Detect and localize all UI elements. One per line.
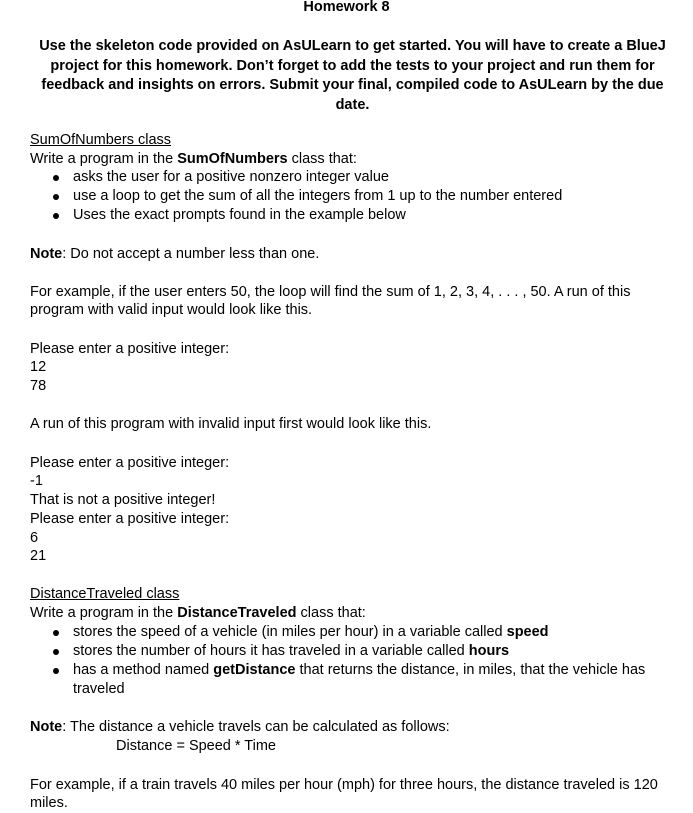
distance-note-text: : The distance a vehicle travels can be calculated as follows: [62,719,450,735]
sum-note-label: Note [30,246,63,262]
invalid-run-intro: A run of this program with invalid input first would look like this. [30,416,432,432]
distance-bullet-3-prefix: has a method named [73,662,214,678]
distance-lead-prefix: Write a program in the [30,605,178,621]
invalid-run-line: -1 [30,473,43,489]
sum-lead-suffix: class that: [287,151,357,167]
get-distance-method: getDistance [213,662,296,678]
invalid-run-line: Please enter a positive integer: [30,455,230,471]
invalid-run-line: That is not a positive integer! [30,492,216,508]
page-title: Homework 8 [303,0,390,15]
sum-bullet-1: asks the user for a positive nonzero integer value [73,169,389,185]
valid-run-line: Please enter a positive integer: [30,341,230,357]
invalid-run-line: 6 [30,530,39,546]
distance-section-heading: DistanceTraveled class [30,586,180,602]
distance-bullet-3-continuation: traveled [73,681,125,697]
distance-bullet-2-text: stores the number of hours it has traveled in a variable called [73,643,469,659]
sum-example-line-1: For example, if the user enters 50, the loop will find the sum of 1, 2, 3, 4, . . . , 50. A run of this [30,284,631,300]
distance-bullet-3 [73,661,645,680]
distance-bullet-1-text: stores the speed of a vehicle (in miles per hour) in a variable called [73,624,507,640]
valid-run-line: 78 [30,378,47,394]
distance-note [30,718,450,737]
distance-bullet-1 [73,623,549,642]
invalid-run-line: 21 [30,548,47,564]
intro-paragraph: Use the skeleton code provided on AsULearn to get started. You will have to create a BlueJ project for this homework. Don’t forget to add the tests to your project and run them for feedback and insights on errors. Submit your final, compiled code to AsULearn by the due date. [39,38,666,113]
distance-example-line-2: miles. [30,795,68,811]
bullet-dot [53,649,59,655]
sum-bullet-2: use a loop to get the sum of all the integers from 1 up to the number entered [73,188,563,204]
distance-lead-classname: DistanceTraveled [177,605,297,621]
distance-lead-suffix: class that: [296,605,366,621]
sum-example-line-2: program with valid input would look like this. [30,302,313,318]
sum-note [30,245,319,264]
speed-variable: speed [506,624,549,640]
sum-lead-classname: SumOfNumbers [177,151,288,167]
sum-section-heading: SumOfNumbers class [30,132,172,148]
distance-example-line-1: For example, if a train travels 40 miles per hour (mph) for three hours, the distance traveled is 120 [30,777,658,793]
sum-lead-prefix: Write a program in the [30,151,178,167]
bullet-dot [53,213,59,219]
bullet-dot [53,194,59,200]
distance-bullet-2 [73,642,509,661]
bullet-dot [53,630,59,636]
sum-note-text: : Do not accept a number less than one. [62,246,320,262]
sum-bullet-3: Uses the exact prompts found in the example below [73,207,406,223]
distance-note-label: Note [30,719,63,735]
distance-formula: Distance = Speed * Time [116,738,276,754]
distance-bullet-3-suffix: that returns the distance, in miles, that the vehicle has [295,662,646,678]
hours-variable: hours [468,643,510,659]
valid-run-line: 12 [30,359,47,375]
distance-section-lead [30,604,366,623]
invalid-run-line: Please enter a positive integer: [30,511,230,527]
sum-section-lead [30,150,357,169]
bullet-dot [53,175,59,181]
bullet-dot [53,668,59,674]
